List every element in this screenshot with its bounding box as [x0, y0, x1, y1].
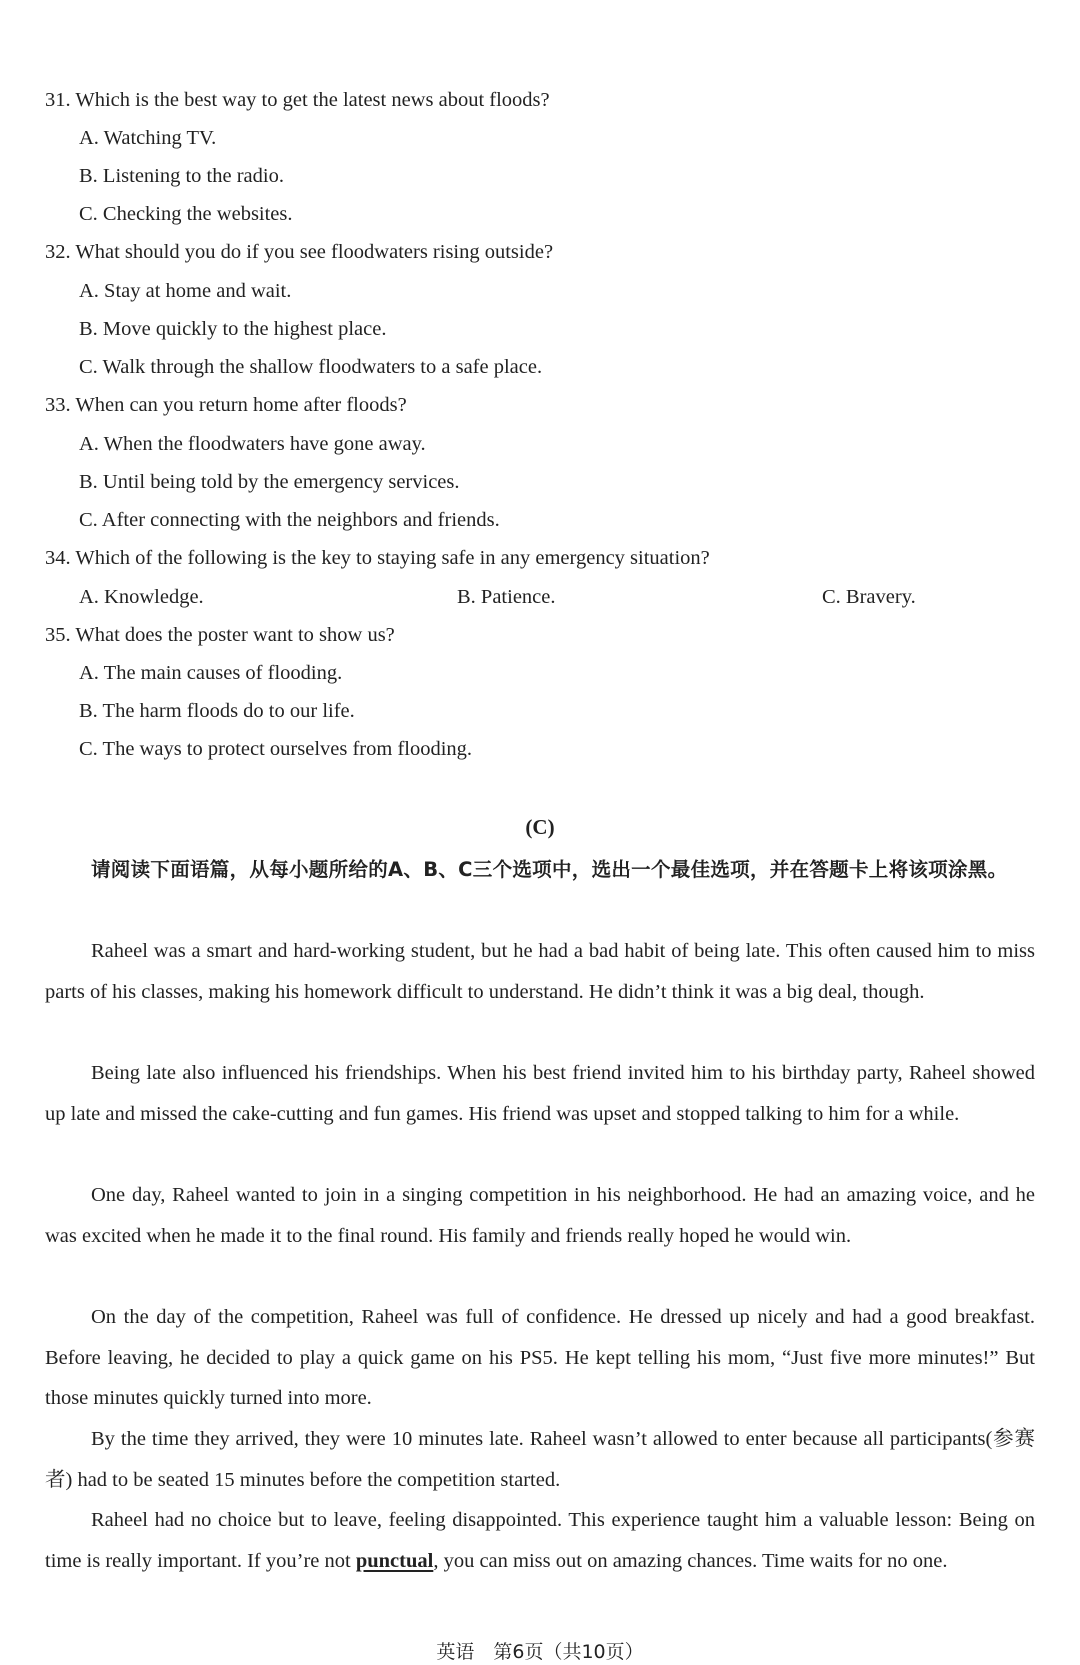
- passage-paragraph-3: One day, Raheel wanted to join in a singing competition in his neighborhood. He had an amazing voice, and he was excited when he made it to the final round. His family and friends really hoped he would win.: [45, 1184, 1035, 1247]
- question-32-stem: 32. What should you do if you see floodwaters rising outside?: [45, 241, 554, 263]
- paragraph-6-text-after: , you can miss out on amazing chances. Time waits for no one.: [433, 1549, 948, 1572]
- question-31-option-c: C. Checking the websites.: [79, 203, 293, 225]
- question-34-option-c: C. Bravery.: [822, 586, 916, 608]
- question-34-stem: 34. Which of the following is the key to staying safe in any emergency situation?: [45, 547, 710, 569]
- question-33-option-c: C. After connecting with the neighbors and friends.: [79, 509, 500, 531]
- vocabulary-keyword: punctual: [355, 1549, 434, 1572]
- passage-paragraph-4: On the day of the competition, Raheel was full of confidence. He dressed up nicely and had a good breakfast. Before leaving, he decided to play a quick game on his PS5. He kept telling his mom, “Just five more minutes!” But those minutes quickly turned into more.: [45, 1306, 1035, 1410]
- passage-paragraph-5: By the time they arrived, they were 10 minutes late. Raheel wasn’t allowed to enter because all participants(参赛者) had to be seated 15 minutes before the competition started.: [45, 1428, 1035, 1491]
- question-31-option-b: B. Listening to the radio.: [79, 165, 284, 187]
- paragraph-6-text-before: Raheel had no choice but to leave, feeling disappointed. This experience taught him a valuable lesson: Being on time is really important. If you’re not: [45, 1509, 1035, 1572]
- question-31-option-a: A. Watching TV.: [79, 127, 217, 149]
- question-32-option-b: B. Move quickly to the highest place.: [79, 318, 387, 340]
- section-c-instruction: 请阅读下面语篇，从每小题所给的A、B、C三个选项中，选出一个最佳选项，并在答题卡上将该项涂黑。: [91, 858, 1008, 881]
- question-34-option-a: A. Knowledge.: [79, 586, 204, 608]
- question-32-option-a: A. Stay at home and wait.: [79, 280, 292, 302]
- passage-paragraph-2: Being late also influenced his friendships. When his best friend invited him to his birthday party, Raheel showed up late and missed the cake-cutting and fun games. His friend was upset and stopped talking to him for a while.: [45, 1062, 1035, 1125]
- question-32-option-c: C. Walk through the shallow floodwaters to a safe place.: [79, 356, 543, 378]
- question-34-option-b: B. Patience.: [457, 586, 556, 608]
- question-33-option-b: B. Until being told by the emergency services.: [79, 471, 460, 493]
- passage-paragraph-1: Raheel was a smart and hard-working student, but he had a bad habit of being late. This often caused him to miss parts of his classes, making his homework difficult to understand. He didn’t think it was a big deal, though.: [45, 940, 1035, 1003]
- question-33-option-a: A. When the floodwaters have gone away.: [79, 433, 426, 455]
- question-35-option-c: C. The ways to protect ourselves from flooding.: [79, 738, 473, 760]
- section-c-heading: (C): [525, 815, 555, 839]
- question-35-stem: 35. What does the poster want to show us?: [45, 624, 395, 646]
- question-35-option-a: A. The main causes of flooding.: [79, 662, 343, 684]
- passage-paragraph-6: [45, 1500, 1035, 1581]
- question-31-stem: 31. Which is the best way to get the latest news about floods?: [45, 89, 550, 111]
- page-footer: 英语 第6页（共10页）: [436, 1641, 644, 1663]
- question-35-option-b: B. The harm floods do to our life.: [79, 700, 355, 722]
- question-33-stem: 33. When can you return home after floods?: [45, 394, 407, 416]
